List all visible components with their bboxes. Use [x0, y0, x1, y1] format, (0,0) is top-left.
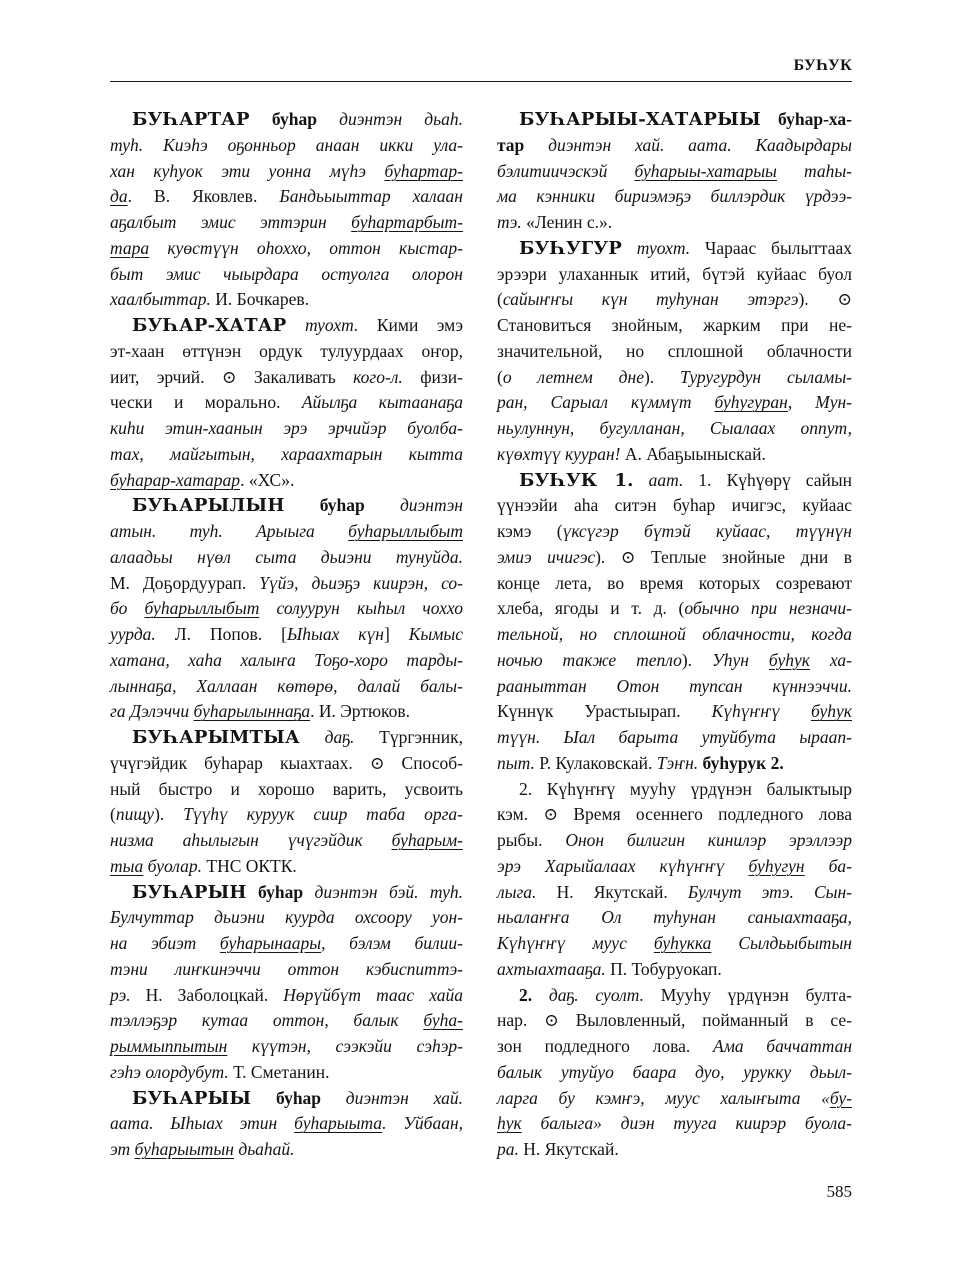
italic-text: ха-	[809, 649, 852, 670]
text-line	[497, 1086, 852, 1112]
roman-text: значительной, но сплошной облачности	[497, 340, 852, 361]
roman-text: үүнээйи аһа ситэн буһар ичигэс, куйаас	[497, 495, 852, 516]
text-line	[110, 416, 463, 442]
text-line	[110, 983, 463, 1009]
text-line	[497, 1111, 852, 1137]
text-line	[497, 854, 852, 880]
italic-text: ларга бу кэмҥэ, муус халыҥыта «	[497, 1087, 830, 1108]
roman-text: физи-	[402, 366, 464, 387]
text-line	[497, 519, 852, 545]
italic-text: обычно при незначи-	[684, 598, 852, 619]
italic-text: Түүһү куруук сиир таба орга-	[183, 804, 463, 825]
text-line	[497, 1137, 852, 1163]
dictionary-paragraph	[497, 236, 852, 468]
dictionary-paragraph	[497, 983, 852, 1163]
italic-text: атын. туһ. Арыыга	[110, 521, 349, 541]
roman-text: . В. Яковлев.	[127, 186, 280, 207]
text-line	[497, 777, 852, 803]
underlined-example: буһарар-хатарар	[110, 469, 241, 490]
italic-text: Онон билигин кинилэр эрэллээр	[565, 830, 853, 850]
italic-text: эрэ Харыйалаах күһүҥҥү	[497, 855, 749, 876]
italic-text: хатана, хаһа халыҥа Тоҕо-хоро тарды-	[110, 649, 463, 670]
underlined-example: буһук	[810, 701, 852, 722]
italic-text: үксүгэр бүтэй куйаас, түүнүн	[562, 521, 852, 541]
roman-text: Т. Сметанин.	[228, 1061, 330, 1082]
text-line	[110, 262, 463, 288]
text-line	[110, 802, 463, 828]
headword: БУҺАРЫЛЫН	[132, 495, 285, 517]
text-line	[110, 1111, 463, 1137]
italic-text: бо	[110, 598, 145, 619]
italic-text: балык утуйуо баара дуо, урукку дьыл-	[497, 1061, 852, 1082]
underlined-example: буһарыы-хатарыы	[634, 160, 777, 181]
roman-text: А. Абаҕыыныскай.	[620, 443, 766, 464]
page-number: 585	[826, 1182, 852, 1201]
italic-text: таһы-	[776, 160, 852, 181]
text-line	[497, 210, 852, 236]
italic-text: диэнтэн хай. аата. Каадырдары	[524, 134, 852, 155]
left-column	[110, 107, 463, 1163]
italic-text: Булчуттар дьиэни куурда охсоору уон-	[110, 907, 463, 928]
roman-text: Н. Заболоцкай.	[130, 984, 284, 1005]
italic-text: диэнтэн бэй. туһ.	[303, 881, 463, 902]
underlined-example: һук	[497, 1113, 522, 1134]
italic-text: түүн. Ыал барыта утуйбута ыраап-	[497, 727, 852, 747]
italic-text: Айылҕа кытаанаҕа	[301, 392, 463, 413]
bold-text: буһар-ха-	[760, 109, 852, 129]
roman-text: ]	[383, 624, 409, 644]
underlined-example: бу-	[829, 1087, 852, 1108]
text-line	[497, 751, 852, 777]
underlined-example: буһарыллыбыт	[144, 598, 260, 619]
roman-text: Мууһу үрдүнэн булта-	[644, 984, 852, 1005]
text-line	[110, 1137, 463, 1163]
text-line	[110, 880, 463, 906]
text-line	[110, 133, 463, 159]
headword: БУҺАРЫМТЫА	[132, 727, 300, 748]
bold-text: буһар	[246, 881, 304, 902]
right-column	[497, 107, 852, 1163]
text-line	[497, 571, 852, 597]
text-line	[497, 1060, 852, 1086]
text-line	[497, 931, 852, 957]
italic-text: күөхтүү кууран!	[497, 443, 621, 464]
roman-text: зон подледного лова.	[497, 1036, 713, 1056]
italic-text: Күһүҥҥү муус	[497, 933, 654, 953]
dictionary-paragraph	[110, 313, 463, 493]
italic-text: ба-	[804, 855, 852, 876]
italic-text: балыга» диэн тууга киирэр буола-	[521, 1113, 852, 1134]
underlined-example: рыммыппытын	[110, 1036, 228, 1056]
roman-text: . «ХС».	[240, 469, 295, 490]
text-line	[110, 751, 463, 777]
dictionary-paragraph	[497, 777, 852, 983]
italic-text: ма кэнники бириэмэҕэ биллэрдик үрдээ-	[497, 186, 852, 207]
roman-text: нар. ⊙ Выловленный, пойманный в се-	[497, 1010, 852, 1031]
underlined-example: буһарыыта	[294, 1113, 383, 1134]
text-line	[110, 468, 463, 494]
text-line	[110, 442, 463, 468]
underlined-example: буһа-	[423, 1010, 463, 1031]
running-head: БУҺУК	[793, 57, 852, 74]
headword: БУҺАРЫЫ	[132, 1087, 252, 1109]
italic-text: на эбиэт	[110, 933, 220, 953]
italic-text: кого-л.	[353, 366, 403, 387]
text-line	[110, 519, 463, 545]
italic-text: Үүйэ, дьиэҕэ киирэн, со-	[259, 572, 463, 593]
roman-text: И. Бочкарев.	[210, 289, 309, 310]
roman-text: М. Доҕордуурап.	[110, 572, 260, 593]
italic-text: туохт.	[286, 315, 359, 335]
italic-text: Кымыс	[408, 624, 464, 644]
text-line	[497, 699, 852, 725]
italic-text: хан куһуок эти уонна мүһэ	[110, 160, 385, 181]
text-line	[110, 828, 463, 854]
text-line	[110, 1086, 463, 1112]
italic-text: Сылдьыбытын	[711, 933, 852, 953]
italic-text: даҕ.	[299, 727, 355, 747]
bold-text: буһар	[249, 109, 317, 129]
roman-text: Күннүк Урастыырап.	[497, 701, 712, 722]
text-line	[110, 1060, 463, 1086]
text-line	[110, 905, 463, 931]
italic-text: Туругурдун сыламы-	[680, 366, 852, 387]
text-line	[110, 1008, 463, 1034]
italic-text: буолар.	[143, 855, 202, 876]
text-line	[497, 880, 852, 906]
text-line	[110, 571, 463, 597]
text-line	[497, 674, 852, 700]
italic-text: , Мун-	[787, 392, 852, 413]
text-line	[110, 725, 463, 751]
underlined-example: буһарынаары	[219, 933, 322, 953]
italic-text: Уһун	[712, 649, 769, 670]
text-line	[110, 313, 463, 339]
text-line	[110, 699, 463, 725]
text-line	[497, 236, 852, 262]
bold-text: тар	[497, 134, 525, 155]
roman-text: ).	[154, 804, 184, 825]
text-line	[110, 957, 463, 983]
roman-text: Становиться знойным, жарким при не-	[497, 315, 852, 335]
roman-text: чески и морально.	[110, 392, 302, 413]
underlined-example: буһарылыннаҕа	[193, 701, 311, 722]
dictionary-paragraph	[110, 725, 463, 880]
roman-text: Н. Якутскай.	[518, 1139, 619, 1159]
italic-text: лыннаҕа, Халлаан көтөрө, далай балы-	[110, 675, 463, 696]
italic-text: ньалаҥҥа Ол туһунан саныахтааҕа,	[497, 907, 852, 928]
text-line	[110, 493, 463, 519]
underlined-example: тыа	[110, 855, 144, 876]
text-line	[497, 983, 852, 1009]
text-line	[497, 262, 852, 288]
dictionary-paragraph	[110, 880, 463, 1086]
dictionary-paragraph	[110, 1086, 463, 1163]
italic-text: бэлитиичэскэй	[497, 160, 635, 181]
underlined-example: буһугун	[748, 855, 805, 876]
italic-text: Бандьыыттар халаан	[279, 186, 463, 207]
italic-text: эт	[110, 1139, 135, 1159]
dictionary-paragraph	[110, 493, 463, 725]
dictionary-paragraph	[110, 107, 463, 313]
text-line	[497, 468, 852, 494]
italic-text: солуурун кыһыл чоххо	[259, 598, 463, 619]
roman-text: Чараас былыттаах	[690, 237, 852, 258]
italic-text: пищу	[115, 804, 155, 825]
headword: БУҺУК 1.	[519, 469, 634, 491]
italic-text: Күһүҥҥү	[711, 701, 811, 722]
header-rule	[110, 81, 852, 82]
text-line	[110, 390, 463, 416]
roman-text: «Ленин с.».	[521, 212, 613, 232]
italic-text: ночью также тепло	[497, 649, 682, 670]
text-line	[110, 287, 463, 313]
italic-text: , бэлэм билии-	[321, 933, 463, 953]
text-line	[497, 648, 852, 674]
roman-text: кэмэ (	[497, 521, 563, 541]
italic-text: ньулуннун, бугулланан, Сыалаах оппут,	[497, 418, 852, 438]
text-line	[497, 545, 852, 571]
italic-text: тэни лиҥкинэччи оттон кэбиспиттэ-	[110, 958, 463, 979]
roman-text: Н. Якутскай.	[536, 881, 688, 902]
roman-text: Түргэнник,	[354, 727, 463, 747]
italic-text: аат.	[633, 469, 684, 490]
roman-text: ный быстро и хорошо варить, усвоить	[110, 778, 463, 799]
bold-text: 2.	[519, 984, 533, 1005]
text-line	[497, 1008, 852, 1034]
italic-text: туһ. Киэһэ оҕонньор анаан икки ула-	[110, 134, 463, 155]
italic-text: Тэҥн.	[656, 752, 699, 773]
text-line	[497, 957, 852, 983]
text-line	[110, 648, 463, 674]
text-line	[110, 339, 463, 365]
text-line	[497, 442, 852, 468]
italic-text: аата. Ыһыах этин	[110, 1113, 295, 1134]
italic-text: . Уйбаан,	[382, 1113, 463, 1134]
italic-text: ра.	[497, 1139, 519, 1159]
roman-text: . И. Эртюков.	[310, 701, 411, 722]
text-line	[497, 828, 852, 854]
roman-text: хлеба, ягоды и т. д. (	[497, 598, 685, 619]
roman-text: ). ⊙	[798, 289, 852, 310]
italic-text: о летнем дне	[502, 366, 644, 387]
italic-text: киһи этин-хаанын эрэ эрчийэр буолба-	[110, 418, 463, 438]
roman-text: Л. Попов. [	[155, 624, 287, 644]
text-line	[497, 1034, 852, 1060]
text-line	[110, 596, 463, 622]
roman-text: иит, эрчий. ⊙ Закаливать	[110, 366, 354, 387]
italic-text: пыт.	[497, 752, 535, 773]
text-line	[110, 365, 463, 391]
italic-text: аҕалбыт эмис эттэрин	[110, 212, 352, 232]
italic-text: диэнтэн дьаһ.	[316, 109, 463, 129]
italic-text: эмиэ ичигэс	[497, 546, 596, 567]
roman-text: (	[497, 366, 503, 387]
text-line	[497, 390, 852, 416]
bold-text: буһар	[251, 1087, 322, 1108]
text-line	[497, 802, 852, 828]
text-line	[497, 159, 852, 185]
italic-text: хаалбыттар.	[110, 289, 211, 310]
italic-text: Булчут этэ. Сын-	[687, 881, 852, 902]
italic-text: гэһэ олордубут.	[110, 1061, 229, 1082]
text-line	[497, 622, 852, 648]
italic-text: куөстүүн оһоххо, оттон кыстар-	[149, 237, 463, 258]
italic-text: сайыҥҥы күн туһунан этэргэ	[502, 289, 799, 310]
headword: БУҺАРТАР	[132, 109, 250, 130]
italic-text: быт эмис чыырдара остуолга олорон	[110, 263, 463, 284]
roman-text: Р. Кулаковскай.	[534, 752, 657, 773]
roman-text: ).	[643, 366, 681, 387]
bold-text: буһар	[284, 495, 365, 516]
italic-text: низма аһылыгын үчүгэйдик	[110, 830, 392, 850]
italic-text: Ама баччаттан	[713, 1036, 852, 1056]
italic-text: ахтыахтааҕа.	[497, 958, 606, 979]
italic-text: рэ.	[110, 984, 131, 1005]
underlined-example: буһартарбыт-	[351, 212, 463, 232]
italic-text: диэнтэн хай.	[321, 1087, 463, 1108]
text-line	[110, 622, 463, 648]
text-line	[110, 159, 463, 185]
text-line	[110, 931, 463, 957]
italic-text: туохт.	[621, 237, 691, 258]
italic-text: ран, Сарыал күммүт	[497, 392, 715, 413]
italic-text: Ыһыах күн	[286, 624, 384, 644]
italic-text: тэ.	[497, 212, 522, 232]
roman-text: (	[110, 804, 116, 825]
text-line	[110, 1034, 463, 1060]
text-line	[110, 236, 463, 262]
italic-text: тэллэҕэр кутаа оттон, балык	[110, 1010, 424, 1031]
headword: БУҺАРЫЫ-ХАТАРЫЫ	[519, 109, 761, 130]
underlined-example: буһарыытын	[134, 1139, 234, 1159]
italic-text: даҕ. суолт.	[532, 984, 644, 1005]
underlined-example: буһарыллыбыт	[348, 521, 463, 541]
underlined-example: буһук	[768, 649, 810, 670]
text-line	[497, 133, 852, 159]
underlined-example: тара	[110, 237, 150, 258]
dictionary-paragraph	[497, 468, 852, 777]
underlined-example: буһугуран	[714, 392, 788, 413]
italic-text: дьаһай.	[233, 1139, 295, 1159]
headword: БУҺУГУР	[519, 237, 622, 259]
text-line	[497, 416, 852, 442]
roman-text: үчүгэйдик буһарар кыахтаах. ⊙ Способ-	[110, 752, 463, 773]
roman-text: рыбы.	[497, 830, 566, 850]
underlined-example: буһартар-	[384, 160, 463, 181]
text-line	[497, 365, 852, 391]
text-line	[497, 493, 852, 519]
roman-text: ТНС ОКТК.	[202, 855, 297, 876]
italic-text: лыга.	[497, 881, 537, 902]
roman-text: ).	[681, 649, 712, 670]
italic-text: тельной, но сплошной облачности, когда	[497, 624, 852, 644]
roman-text: 2. Күһүҥҥү мууһу үрдүнэн балыктыыр	[519, 778, 852, 799]
text-line	[110, 854, 463, 880]
text-line	[497, 905, 852, 931]
text-line	[110, 674, 463, 700]
text-line	[110, 545, 463, 571]
text-line	[497, 287, 852, 313]
roman-text: эрээри улаханнык итий, бүтэй куйаас буол	[497, 263, 852, 284]
text-line	[497, 339, 852, 365]
roman-text: конце лета, во время которых созревают	[497, 572, 852, 593]
text-line	[497, 107, 852, 133]
bold-text: буһурук 2.	[698, 752, 784, 773]
roman-text: Кими эмэ	[358, 315, 463, 335]
headword: БУҺАРЫН	[132, 881, 247, 903]
text-line	[110, 777, 463, 803]
italic-text: га Дэлэччи	[110, 701, 194, 722]
italic-text: тах, майгытын, хараахтарын кытта	[110, 443, 463, 464]
italic-text: рааныттан Отон тупсан күннээччи.	[497, 675, 852, 696]
text-line	[497, 184, 852, 210]
text-line	[110, 210, 463, 236]
italic-text: күүтэн, сээкэйи сэһэр-	[227, 1036, 463, 1056]
underlined-example: да	[110, 186, 128, 207]
roman-text: кэм. ⊙ Время осеннего подледного лова	[497, 804, 852, 825]
italic-text: Нөрүйбүт таас хайа	[283, 984, 463, 1005]
dictionary-paragraph	[497, 107, 852, 236]
italic-text: уурда.	[110, 624, 156, 644]
underlined-example: буһарым-	[391, 830, 463, 850]
text-line	[497, 725, 852, 751]
underlined-example: буһукка	[653, 933, 712, 953]
text-line	[110, 107, 463, 133]
text-line	[497, 313, 852, 339]
headword: БУҺАР-ХАТАР	[132, 315, 287, 336]
text-line	[497, 596, 852, 622]
roman-text: эт-хаан өттүнэн ордук тулуурдаах оҥор,	[110, 340, 463, 361]
roman-text: П. Тобуруокап.	[605, 958, 722, 979]
italic-text: диэнтэн	[364, 495, 463, 516]
roman-text: 1. Күһүөрү сайын	[683, 469, 852, 490]
text-line	[110, 184, 463, 210]
roman-text: (	[497, 289, 503, 310]
italic-text: алаадьы нүөл сыта дьиэни тунуйда.	[110, 546, 463, 567]
roman-text: ). ⊙ Теплые знойные дни в	[595, 546, 852, 567]
